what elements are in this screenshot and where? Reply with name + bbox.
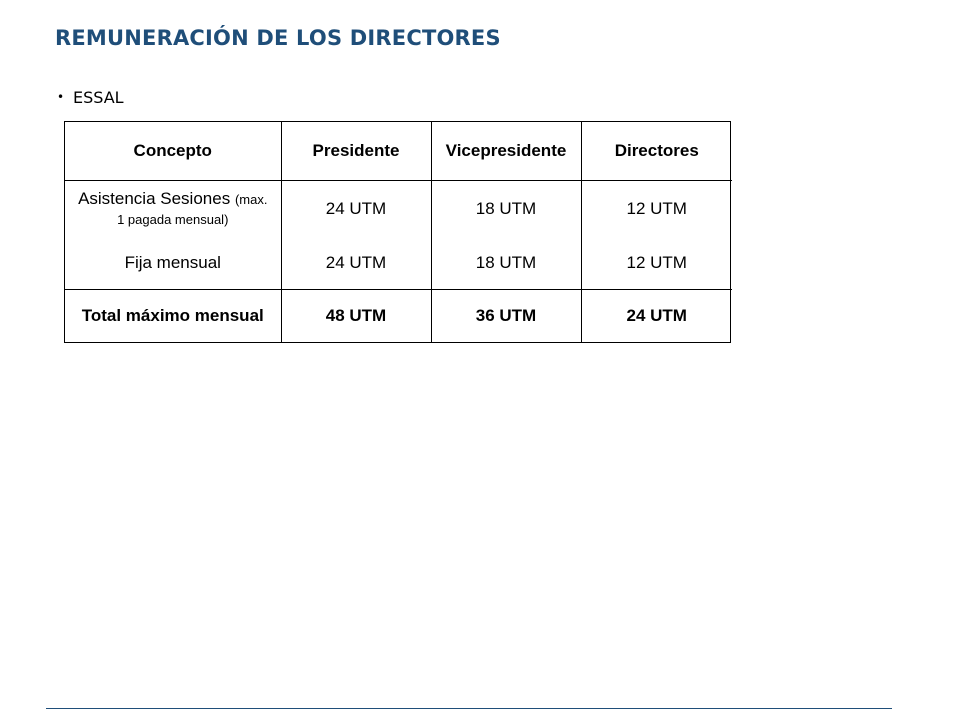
concept-cell: Total máximo mensual — [65, 289, 281, 342]
concept-note: (max. — [234, 192, 268, 208]
table-row — [65, 237, 732, 289]
concept-main: Asistencia Sesiones — [78, 189, 235, 209]
page-title: REMUNERACIÓN DE LOS DIRECTORES — [55, 26, 501, 50]
bullet-text: ESSAL — [73, 88, 124, 107]
concept-note: 1 pagada mensual) — [117, 212, 229, 228]
table-header-row — [65, 122, 732, 181]
value-cell: 12 UTM — [581, 181, 732, 238]
value-cell: 24 UTM — [581, 289, 732, 342]
remuneration-table — [65, 122, 732, 342]
header-directores: Directores — [581, 122, 732, 181]
value-cell: 36 UTM — [431, 289, 581, 342]
value-cell: 12 UTM — [581, 237, 732, 289]
remuneration-table-frame — [64, 121, 731, 343]
footer-divider — [46, 708, 892, 709]
value-cell: 48 UTM — [281, 289, 431, 342]
header-vicepresidente: Vicepresidente — [431, 122, 581, 181]
value-cell: 18 UTM — [431, 181, 581, 238]
value-cell: 24 UTM — [281, 181, 431, 238]
header-concepto: Concepto — [65, 122, 281, 181]
bullet-icon: • — [57, 90, 65, 104]
concept-cell — [65, 181, 281, 238]
bullet-item — [57, 88, 124, 107]
table-row — [65, 181, 732, 238]
table-row-total — [65, 289, 732, 342]
value-cell: 24 UTM — [281, 237, 431, 289]
header-presidente: Presidente — [281, 122, 431, 181]
concept-cell: Fija mensual — [124, 253, 221, 272]
value-cell: 18 UTM — [431, 237, 581, 289]
